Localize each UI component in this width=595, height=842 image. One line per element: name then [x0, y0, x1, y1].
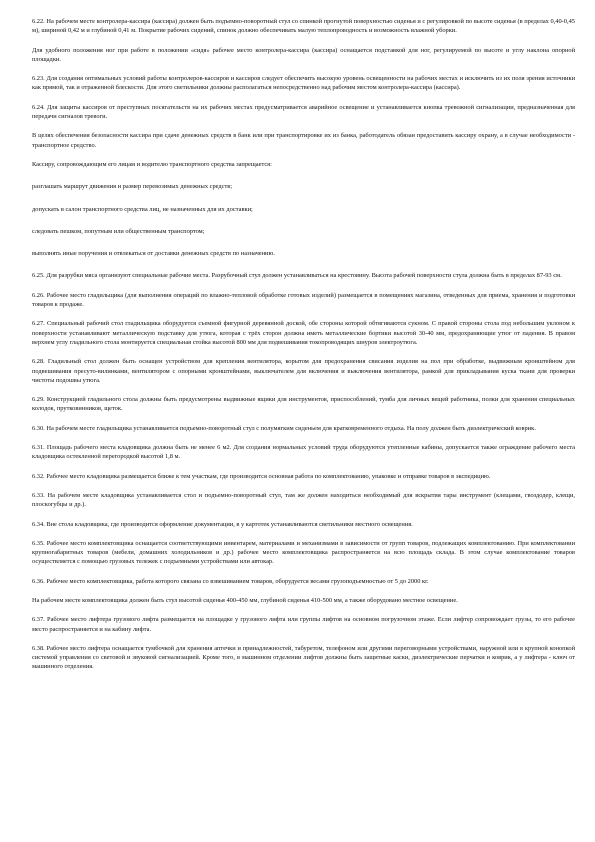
- paragraph-6-33: 6.33. На рабочем месте кладовщика устанавливается стол и подъемно-поворотный стул, там же должен находиться необходимый для вскрытия тары инструмент (клещами, гвоздодер, клещи, плоскогубцы и др.).: [32, 491, 575, 509]
- paragraph-6-36: 6.36. Рабочее место комплектовщика, работа которого связана со взвешиванием товаров, оборудуется весами грузоподъемностью от 5 до 2000 кг.: [32, 577, 429, 585]
- list-item-route: разглашать маршрут движения и размер перевозимых денежных средств;: [32, 183, 233, 191]
- paragraph-picker-chair: На рабочем месте комплектовщика должен быть стул высотой сиденья 400-450 мм, глубиной сиденья 410-500 мм, а также оборудовано местное освещение.: [32, 596, 458, 604]
- paragraph-prohibitions-intro: Кассиру, сопровождающим его лицам и водителю транспортного средства запрещается:: [32, 160, 272, 168]
- paragraph-6-30: 6.30. На рабочем месте гладильщика устанавливается подъемно-поворотный стул с полумягким сиденьем для кратковременного отдыха. На полу должен быть диэлектрический коврик.: [32, 424, 536, 432]
- paragraph-6-35: 6.35. Рабочее место комплектовщика оснащается соответствующими инвентарем, материалами и механизмами в зависимости от групп товаров, подлежащих комплектованию. При комплектовании крупногабаритных товаров (мебели, домашних холодильников и др.) рабочее место комплектовщика распространяется на всю площадь склада. В этом случае комплектование товаров осуществляется с помощью грузовых тележек с подъемными устройствами или автокар.: [32, 539, 575, 566]
- paragraph-6-28: 6.28. Гладильный стол должен быть оснащен устройством для крепления вентилятора, корытом для предохранения свисания изделия на пол при обработке, выдвижным кронштейном для подвешивания пресуто-вилинками, вентилятором с опорными кронштейнами, выключателем для включения и выключения вентилятора, рамкой для прикладывания куска ткани для проверки чистоты подошвы утюга.: [32, 358, 575, 384]
- paragraph-6-29: 6.29. Конструкцией гладильного стола должны быть предусмотрены выдвижные ящики для инструментов, приспособлений, тумба для личных вещей работника, полки для хранения специальных колодок, прутковинников, щеток.: [32, 396, 575, 413]
- paragraph-6-27: 6.27. Специальный рабочий стол гладильщика оборудуется съемной фигурной деревянной доской, обе стороны которой обтягиваются сукном. С правой стороны стола под небольшим уклоном к поверхности устанавливают металлическую подставку для утюга, которая с трёх сторон должна иметь металлические бортики высотой 30-40 мм, предохраняющие утюг от падения. В правом верхнем углу гладильного стола монтируется специальная стойка высотой 800 мм для подвешивания токопроводящих шнуров электроутюга.: [32, 320, 575, 346]
- paragraph-6-34: 6.34. Вне стола кладовщика, где производится оформление документации, в у картотек устанавливаются светильники местного освещения.: [32, 520, 413, 528]
- paragraph-6-37: 6.37. Рабочее место лифтера грузового лифта размещается на площадке у грузового лифта или группы лифтов на основном погрузочном этаже. Если лифтер сопровождает грузы, то его рабочее место распространяется и на кабину лифта.: [32, 616, 575, 633]
- paragraph-cashier-security: В целях обеспечения безопасности кассира при сдаче денежных средств в банк или при транспортировке их из банка, работодатель обязан предоставить кассиру охрану, а в случае необходимости - транспортное средство.: [32, 132, 575, 149]
- paragraph-6-31: 6.31. Площадь рабочего места кладовщика должна быть не менее 6 м2. Для создания нормальных условий труда оборудуются утепленные кабины, допускается также ограждение рабочего места кладовщика остекленной перегородкой высотой 1,8 м.: [32, 444, 575, 461]
- paragraph-6-24: 6.24. Для защиты кассиров от преступных посягательств на их рабочих местах предусматривается аварийное освещение и устанавливается кнопка тревожной сигнализации, предназначенная для передачи сигналов тревоги.: [32, 103, 575, 121]
- list-item-other-tasks: выполнять иные поручения и отвлекаться от доставки денежных средств по назначению.: [32, 250, 275, 258]
- list-item-walking: следовать пешком, попутным или общественным транспортом;: [32, 227, 205, 235]
- paragraph-6-32: 6.32. Рабочее место кладовщика размещается ближе к тем участкам, где производится основная работа по комплектованию, упаковке и отправке товаров в экспедицию.: [32, 472, 491, 480]
- paragraph-6-23: 6.23. Для создания оптимальных условий работы контролеров-кассиров и кассиров следует обеспечить высокую уровень освещенности на рабочих местах и исключить из их поля зрения источники как прямой, так и отраженной блескости. Для этого светильники должны располагаться непосредственно над рабочим местом контролера-кассира (кассира).: [32, 75, 575, 92]
- paragraph-6-22: 6.22. На рабочем месте контролера-кассира (кассира) должен быть подъемно-поворотный стул со спинкой прогнутой поверхностью сиденья и с регулировкой по высоте сиденья (в пределах 0,40-0,45 м), шириной 0,42 м и глубиной 0,41 м. Покрытие рабочих сидений, спинок должно обеспечивать малую теплопроводность и возможность влажной уборки.: [32, 18, 575, 35]
- paragraph-6-25: 6.25. Для разрубки мяса организуют специальные рабочие места. Разрубочный стул должен устанавливаться на крестовину. Высота рабочей поверхности стула должна быть в пределах 87-93 см.: [32, 272, 562, 280]
- paragraph-6-38: 6.38. Рабочее место лифтера оснащается тумбочкой для хранения аптечки и принадлежностей, табуретом, телефоном или другими переговорными устройствами, наружной или в крупной конопкой системой управления со световой и звуковой сигнализацией. Кроме того, в машинном отделении лифтов должны быть защитные каски, диэлектрические перчатки и коврик, а у лифтера - ключ от машинного отделения.: [32, 644, 575, 671]
- paragraph-6-26: 6.26. Рабочее место гладильщика (для выполнения операций по влажно-тепловой обработке готовых изделий) размещается в помещениях магазина, отведенных для приема, хранения и подготовки товаров к продаже.: [32, 291, 575, 309]
- list-item-passengers: допускать в салон транспортного средства лиц, не назначенных для их доставки;: [32, 205, 253, 213]
- paragraph-footrest: Для удобного положения ног при работе в положении «сидя» рабочее место контролера-кассира (кассира) оснащается подставкой для ног, регулируемой по высоте и углу наклона опорной площадки.: [32, 46, 575, 63]
